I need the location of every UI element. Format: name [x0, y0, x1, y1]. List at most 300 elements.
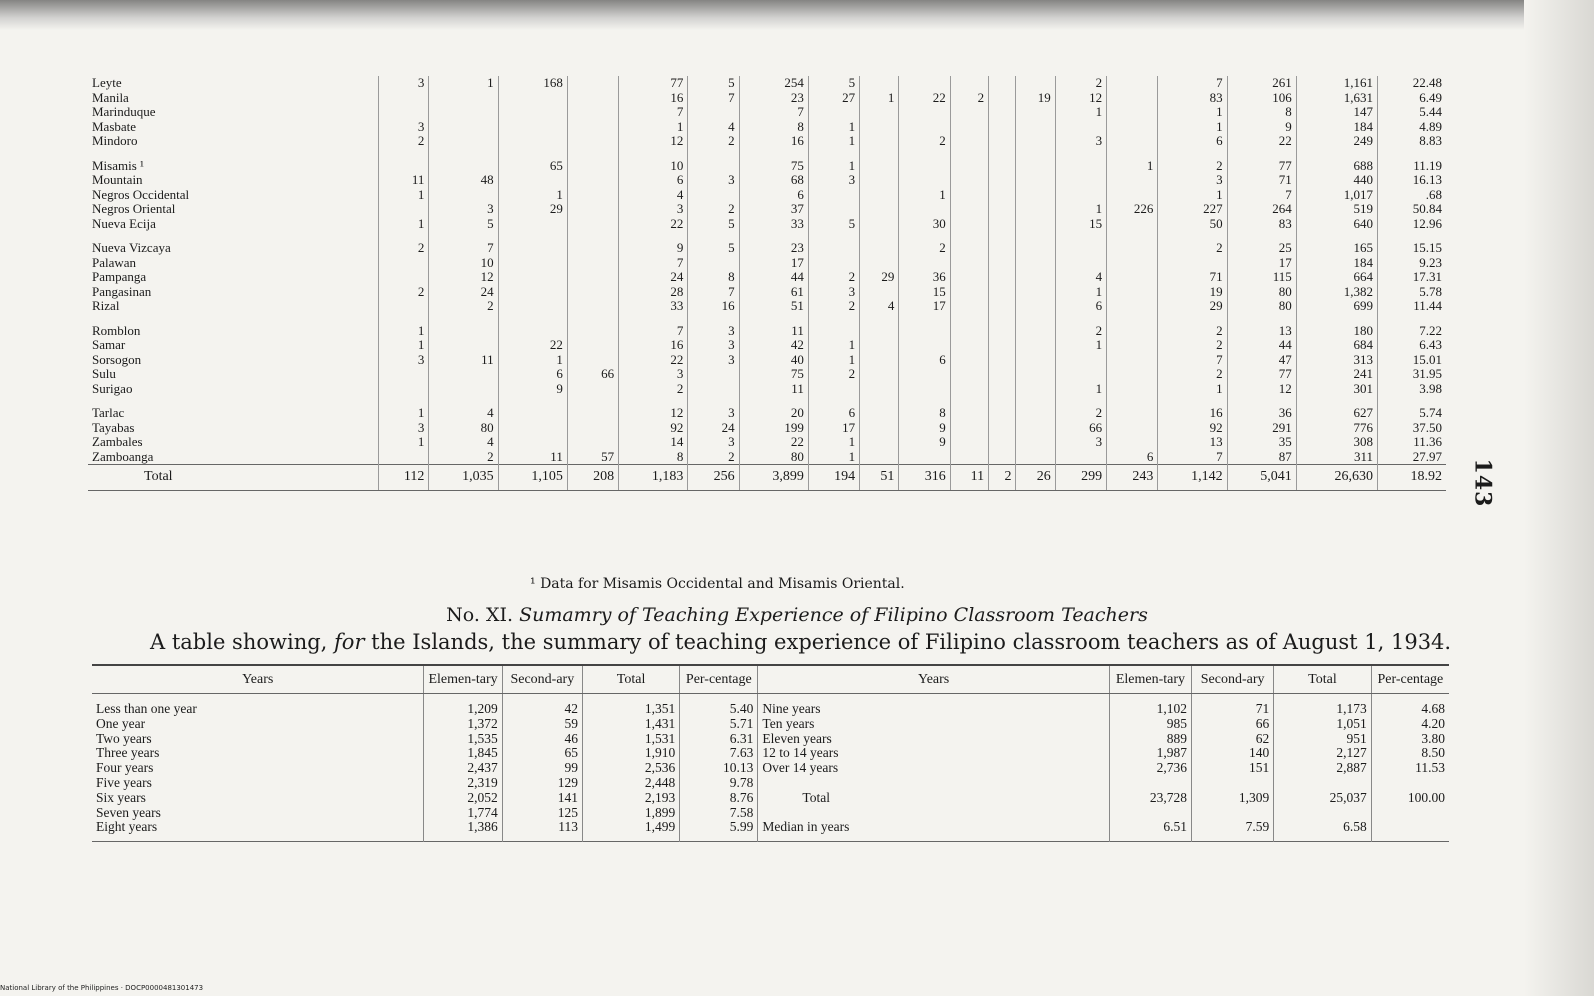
table-cell: 28: [619, 285, 688, 300]
library-credit: National Library of the Philippines · DOCP0000481301473: [0, 984, 204, 992]
table-cell: 19: [1016, 91, 1055, 106]
table-cell: 8: [619, 450, 688, 465]
table-cell: 3.80: [1421, 730, 1445, 746]
table-cell: 519: [1296, 202, 1377, 217]
table-cell: [429, 338, 498, 353]
table-cell: 68: [739, 173, 808, 188]
table-cell: 2: [688, 450, 739, 465]
years-label: Eleven years: [758, 732, 1109, 747]
table-cell: 1,774: [424, 806, 502, 821]
table-cell: [688, 367, 739, 382]
table-cell: 1: [1055, 382, 1106, 397]
table-cell: [860, 241, 899, 256]
table-cell: [1016, 299, 1055, 314]
table-row: [88, 435, 1446, 450]
table-cell: [567, 256, 618, 271]
table-cell: 3: [1055, 435, 1106, 450]
table-cell: [567, 105, 618, 120]
table-cell: 4.89: [1419, 118, 1442, 134]
province-name: Romblon: [88, 324, 379, 339]
total-cell: 208: [567, 465, 618, 491]
table-cell: 5.99: [680, 820, 758, 841]
table-cell: [498, 91, 567, 106]
table-cell: [989, 134, 1016, 149]
province-name: Nueva Vizcaya: [88, 241, 379, 256]
table-cell: 2: [619, 382, 688, 397]
table-cell: 4: [429, 435, 498, 450]
table-cell: 3: [688, 435, 739, 450]
table-cell: 6.49: [1419, 89, 1442, 105]
table-row: [88, 217, 1446, 232]
table-cell: [1055, 173, 1106, 188]
table-cell: 17: [1227, 256, 1296, 271]
table-cell: 12: [429, 270, 498, 285]
table-cell: [1107, 241, 1158, 256]
table-cell: [950, 450, 988, 465]
table-cell: [1016, 173, 1055, 188]
years-label: [758, 776, 1109, 791]
table-cell: [1107, 338, 1158, 353]
province-name: Masbate: [88, 120, 379, 135]
years-label: Nine years: [758, 694, 1109, 717]
table-cell: [899, 159, 950, 174]
years-label: Six years: [92, 791, 424, 806]
table-cell: 24: [619, 270, 688, 285]
table-cell: 7: [1158, 76, 1227, 91]
table-cell: 59: [502, 717, 582, 732]
table-cell: 25,037: [1274, 791, 1371, 806]
table-cell: 9: [498, 382, 567, 397]
table-cell: 5: [688, 76, 739, 91]
table-cell: [1016, 202, 1055, 217]
table-cell: [498, 256, 567, 271]
total-cell: 243: [1107, 465, 1158, 491]
table-cell: 37.50: [1412, 419, 1442, 435]
table-cell: [567, 299, 618, 314]
table-row: [88, 285, 1446, 300]
table-cell: 83: [1227, 217, 1296, 232]
table-cell: 168: [498, 76, 567, 91]
total-cell: 194: [808, 465, 859, 491]
table-cell: 80: [1227, 299, 1296, 314]
table-cell: [989, 299, 1016, 314]
table-cell: 8.83: [1419, 133, 1442, 148]
table-cell: [1016, 270, 1055, 285]
table-cell: 1,351: [582, 694, 679, 717]
table-cell: [950, 120, 988, 135]
table-cell: 5: [688, 217, 739, 232]
table-cell: 35: [1227, 435, 1296, 450]
table-cell: 19: [1158, 285, 1227, 300]
table-cell: 147: [1296, 105, 1377, 120]
total-cell: 18.92: [1377, 465, 1446, 491]
table-cell: [808, 324, 859, 339]
table-cell: [498, 285, 567, 300]
table-cell: [989, 217, 1016, 232]
table-cell: 11.53: [1415, 760, 1445, 776]
table-cell: 3: [379, 421, 429, 436]
table-cell: [1055, 256, 1106, 271]
table-cell: [1371, 776, 1449, 791]
table-cell: [1016, 134, 1055, 149]
table-cell: 951: [1274, 732, 1371, 747]
table-cell: [429, 159, 498, 174]
table-cell: [1016, 367, 1055, 382]
page-binding-shadow: [1524, 0, 1594, 996]
column-header: Years: [758, 665, 1109, 694]
province-name: Sulu: [88, 367, 379, 382]
table-cell: 106: [1227, 91, 1296, 106]
table-cell: 17: [739, 256, 808, 271]
table-cell: [1107, 435, 1158, 450]
table-cell: [567, 285, 618, 300]
table-cell: [1107, 353, 1158, 368]
table-cell: [1016, 217, 1055, 232]
total-cell: 316: [899, 465, 950, 491]
table-cell: 776: [1296, 421, 1377, 436]
table-cell: [1107, 173, 1158, 188]
total-cell: 11: [950, 465, 988, 491]
table-cell: 8: [1227, 105, 1296, 120]
table-cell: [567, 421, 618, 436]
table-cell: 1: [899, 188, 950, 203]
table-cell: 6.58: [1274, 820, 1371, 841]
table-cell: 9: [899, 421, 950, 436]
table-cell: 11: [498, 450, 567, 465]
table-cell: 3: [379, 120, 429, 135]
table-cell: 8: [688, 270, 739, 285]
table-cell: 2: [1055, 76, 1106, 91]
table-cell: 30: [899, 217, 950, 232]
table-cell: 16: [739, 134, 808, 149]
total-cell: 1,142: [1158, 465, 1227, 491]
table-cell: 2: [808, 270, 859, 285]
table-cell: 14: [619, 435, 688, 450]
table-cell: 5: [688, 241, 739, 256]
table-cell: 3: [619, 202, 688, 217]
column-header: Total: [582, 665, 679, 694]
table-cell: [379, 382, 429, 397]
table-cell: [1016, 435, 1055, 450]
table-cell: [989, 338, 1016, 353]
table-cell: 4: [429, 406, 498, 421]
table-cell: 33: [739, 217, 808, 232]
table-cell: [950, 217, 988, 232]
table-cell: [899, 256, 950, 271]
table-cell: [567, 188, 618, 203]
years-label: Three years: [92, 746, 424, 761]
table-cell: [1016, 406, 1055, 421]
table-cell: [860, 338, 899, 353]
table-subtitle: A table showing, for the Islands, the summary of teaching experience of Filipino classroom teachers as of August 1, 1934.: [150, 630, 1452, 654]
table-cell: 4: [688, 120, 739, 135]
table-cell: 24: [688, 421, 739, 436]
table-cell: 16: [619, 338, 688, 353]
table-cell: .68: [1425, 186, 1442, 202]
table-cell: [989, 241, 1016, 256]
table-cell: 7: [1158, 450, 1227, 465]
table-cell: 99: [502, 761, 582, 776]
table-cell: 226: [1107, 202, 1158, 217]
table-cell: 5.78: [1419, 283, 1442, 299]
province-name: Mountain: [88, 173, 379, 188]
table-cell: 37: [739, 202, 808, 217]
table-cell: 2,536: [582, 761, 679, 776]
table-cell: 291: [1227, 421, 1296, 436]
table-cell: [1016, 324, 1055, 339]
table-cell: 5: [808, 217, 859, 232]
table-cell: 16: [688, 299, 739, 314]
table-cell: 301: [1296, 382, 1377, 397]
table-cell: 10: [619, 159, 688, 174]
province-name: Zambales: [88, 435, 379, 450]
table-cell: [1109, 776, 1191, 791]
table-cell: 2,736: [1109, 761, 1191, 776]
table-cell: 1: [808, 159, 859, 174]
table-cell: 51: [739, 299, 808, 314]
table-cell: [899, 367, 950, 382]
table-cell: 17: [808, 421, 859, 436]
table-cell: [1055, 188, 1106, 203]
table-cell: [1016, 382, 1055, 397]
table-cell: [899, 202, 950, 217]
table-cell: 1: [619, 120, 688, 135]
table-cell: [808, 256, 859, 271]
total-row: [88, 465, 1446, 491]
table-cell: [1016, 76, 1055, 91]
table-cell: 1: [429, 76, 498, 91]
table-cell: [498, 270, 567, 285]
province-name: Pampanga: [88, 270, 379, 285]
table-cell: [379, 202, 429, 217]
table-cell: 664: [1296, 270, 1377, 285]
table-cell: 1: [379, 324, 429, 339]
table-cell: 2: [688, 202, 739, 217]
table-cell: [808, 382, 859, 397]
years-label: Ten years: [758, 717, 1109, 732]
table-row: [88, 353, 1446, 368]
table-cell: 140: [1192, 746, 1274, 761]
table-cell: 1: [1158, 382, 1227, 397]
table-cell: 2,887: [1274, 761, 1371, 776]
table-cell: [1109, 806, 1191, 821]
table-cell: [1107, 256, 1158, 271]
table-cell: 48: [429, 173, 498, 188]
province-name: Tayabas: [88, 421, 379, 436]
table-cell: [567, 76, 618, 91]
table-cell: 440: [1296, 173, 1377, 188]
table-cell: 1: [808, 120, 859, 135]
table-row: [92, 791, 1449, 806]
table-cell: [429, 134, 498, 149]
table-cell: 27: [808, 91, 859, 106]
table-cell: [567, 435, 618, 450]
table-cell: 62: [1192, 732, 1274, 747]
years-label: Less than one year: [92, 694, 424, 717]
table-cell: [989, 450, 1016, 465]
table-cell: 80: [739, 450, 808, 465]
table-cell: 4: [1055, 270, 1106, 285]
table-cell: 6: [1158, 134, 1227, 149]
table-cell: [950, 256, 988, 271]
table-cell: 1: [379, 406, 429, 421]
column-header: Second-ary: [1192, 665, 1274, 694]
table-cell: 5.74: [1419, 405, 1442, 420]
table-cell: 57: [567, 450, 618, 465]
provinces-table: [88, 76, 1446, 491]
table-cell: [899, 450, 950, 465]
table-row: [88, 382, 1446, 397]
table-cell: 151: [1192, 761, 1274, 776]
table-cell: 1,102: [1109, 694, 1191, 717]
table-cell: 23: [739, 241, 808, 256]
table-cell: 3: [808, 285, 859, 300]
table-cell: 6.51: [1109, 820, 1191, 841]
table-cell: 11: [739, 324, 808, 339]
table-cell: [567, 120, 618, 135]
table-cell: 15: [1055, 217, 1106, 232]
table-cell: 6.43: [1419, 337, 1442, 352]
table-cell: 77: [1227, 159, 1296, 174]
table-cell: 2: [429, 299, 498, 314]
table-cell: 1: [860, 91, 899, 106]
table-cell: 313: [1296, 353, 1377, 368]
table-cell: 27.97: [1412, 448, 1442, 464]
table-cell: 1: [808, 450, 859, 465]
table-cell: 61: [739, 285, 808, 300]
table-cell: [950, 76, 988, 91]
table-cell: 8: [739, 120, 808, 135]
table-cell: [950, 435, 988, 450]
table-row: [92, 776, 1449, 791]
province-name: Palawan: [88, 256, 379, 271]
table-cell: [688, 159, 739, 174]
table-cell: 7: [688, 91, 739, 106]
table-cell: 11.36: [1413, 434, 1442, 449]
province-name: Manila: [88, 91, 379, 106]
table-cell: 22: [739, 435, 808, 450]
province-name: Negros Oriental: [88, 202, 379, 217]
table-cell: 6: [1107, 450, 1158, 465]
table-cell: 9.78: [680, 776, 758, 791]
table-cell: [1107, 406, 1158, 421]
province-name: Pangasinan: [88, 285, 379, 300]
table-cell: 2,193: [582, 791, 679, 806]
table-cell: 2,052: [424, 791, 502, 806]
table-cell: 10: [429, 256, 498, 271]
table-cell: [950, 353, 988, 368]
table-cell: 1,535: [424, 732, 502, 747]
table-cell: [1107, 217, 1158, 232]
table-row: [88, 159, 1446, 174]
table-cell: 8.50: [1421, 745, 1445, 761]
total-cell: 256: [688, 465, 739, 491]
table-cell: [1107, 382, 1158, 397]
table-cell: 7: [739, 105, 808, 120]
table-cell: [989, 367, 1016, 382]
table-cell: 2: [1055, 406, 1106, 421]
table-cell: 9: [619, 241, 688, 256]
table-row: [88, 270, 1446, 285]
table-cell: [688, 256, 739, 271]
table-cell: 4.68: [1421, 701, 1445, 716]
table-cell: 44: [1227, 338, 1296, 353]
table-cell: [989, 324, 1016, 339]
table-cell: 31.95: [1412, 366, 1442, 381]
total-cell: 26,630: [1296, 465, 1377, 491]
table-cell: 2,448: [582, 776, 679, 791]
table-cell: 889: [1109, 732, 1191, 747]
table-cell: 36: [1227, 406, 1296, 421]
table-cell: 1: [1055, 338, 1106, 353]
table-cell: 7: [619, 324, 688, 339]
table-cell: 1: [808, 338, 859, 353]
total-cell: 2: [989, 465, 1016, 491]
province-name: Zamboanga: [88, 450, 379, 465]
table-cell: [1274, 806, 1371, 821]
table-cell: [429, 188, 498, 203]
years-label: 12 to 14 years: [758, 746, 1109, 761]
table-cell: 25: [1227, 241, 1296, 256]
table-cell: 5: [429, 217, 498, 232]
table-cell: 2: [1158, 159, 1227, 174]
years-label: Five years: [92, 776, 424, 791]
table-cell: [860, 105, 899, 120]
table-cell: 985: [1109, 717, 1191, 732]
province-name: Rizal: [88, 299, 379, 314]
table-cell: [379, 270, 429, 285]
table-cell: 66: [1055, 421, 1106, 436]
table-cell: 165: [1296, 241, 1377, 256]
table-cell: [1016, 353, 1055, 368]
table-cell: 3: [619, 367, 688, 382]
table-cell: 1: [498, 353, 567, 368]
table-cell: 29: [498, 202, 567, 217]
total-cell: 26: [1016, 465, 1055, 491]
table-cell: [379, 91, 429, 106]
table-cell: 36: [899, 270, 950, 285]
table-cell: 7: [619, 105, 688, 120]
table-cell: [1371, 806, 1449, 821]
table-cell: [860, 76, 899, 91]
table-cell: 42: [739, 338, 808, 353]
table-cell: 1: [1055, 202, 1106, 217]
table-cell: 77: [1227, 367, 1296, 382]
table-cell: 3: [688, 338, 739, 353]
table-cell: 1,899: [582, 806, 679, 821]
years-label: Eight years: [92, 820, 424, 841]
province-name: Negros Occidental: [88, 188, 379, 203]
table-cell: 71: [1158, 270, 1227, 285]
table-cell: 22: [498, 338, 567, 353]
table-cell: 4: [860, 299, 899, 314]
table-cell: 12: [619, 406, 688, 421]
table-cell: 80: [1227, 285, 1296, 300]
table-cell: 87: [1227, 450, 1296, 465]
table-cell: 264: [1227, 202, 1296, 217]
table-cell: 80: [429, 421, 498, 436]
table-cell: [860, 367, 899, 382]
footnote: ¹ Data for Misamis Occidental and Misamis Oriental.: [530, 576, 905, 592]
table-cell: [950, 324, 988, 339]
table-cell: 115: [1227, 270, 1296, 285]
table-cell: 65: [502, 746, 582, 761]
column-header: Second-ary: [502, 665, 582, 694]
years-label: Two years: [92, 732, 424, 747]
table-row: [88, 256, 1446, 271]
table-cell: 3: [379, 353, 429, 368]
table-row: [88, 91, 1446, 106]
